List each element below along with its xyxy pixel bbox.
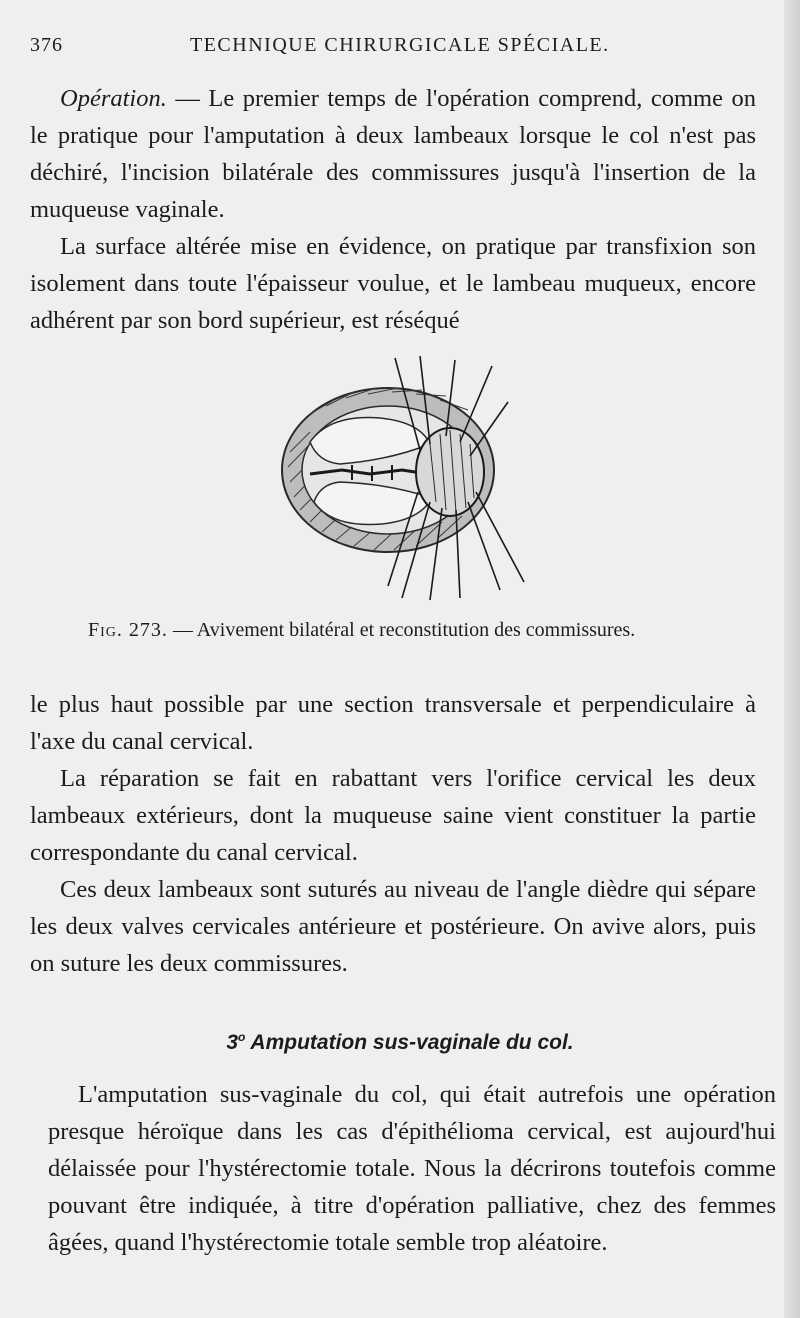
amputation-paragraph: L'amputation sus-vaginale du col, qui était autrefois une opération presque héroïque dans les cas d'épithélioma cervical, est aujourd'hui délaissée pour l'hystérectomie totale. Nous la décrirons toutefois comme pouvant être indiquée, à titre d'opération palliative, chez des femmes âgées, quand l'hystérectomie totale semble trop aléatoire. <box>48 1081 776 1256</box>
operation-lead: Opération. <box>60 85 167 112</box>
running-title: TECHNIQUE CHIRURGICALE SPÉCIALE. <box>190 34 610 56</box>
operation-paragraph <box>30 80 756 228</box>
section-title: Amputation sus-vaginale du col. <box>245 1031 574 1054</box>
section-body-text <box>48 1076 776 1261</box>
figure-caption <box>88 616 768 644</box>
caption-label: Fig. 273. <box>88 619 168 641</box>
caption-text: — Avivement bilatéral et reconstitution des commissures. <box>167 619 636 641</box>
operation-text: — Le premier temps de l'opération comprend, comme on le pratique pour l'amputation à deux lambeaux lorsque le col n'est pas déchiré, l'incision bilatérale des commissures jusqu'à l'insertion de la muqueuse vaginale. <box>30 85 756 223</box>
running-header <box>30 34 770 60</box>
resection-paragraph: La surface altérée mise en évidence, on pratique par transfixion son isolement dans toute l'épaisseur voulue, et le lambeau muqueux, encore adhérent par son bord supérieur, est réséqué <box>30 233 756 334</box>
suture-paragraph: Ces deux lambeaux sont suturés au niveau de l'angle dièdre qui sépare les deux valves cervicales antérieure et postérieure. On avive alors, puis on suture les deux commissures. <box>30 876 756 977</box>
page-number: 376 <box>30 34 63 56</box>
section-number: 3$^o$ <box>226 1030 246 1054</box>
figure-273 <box>270 352 540 602</box>
page-edge-shadow <box>784 0 800 1318</box>
intro-text <box>30 80 756 339</box>
continuation-text <box>30 686 756 982</box>
section-number-suffix: o <box>238 1030 246 1044</box>
section-continuation-paragraph: le plus haut possible par une section transversale et perpendiculaire à l'axe du canal cervical. <box>30 691 756 755</box>
repair-paragraph: La réparation se fait en rabattant vers l'orifice cervical les deux lambeaux extérieurs, dont la muqueuse saine vient constituer la partie correspondante du canal cervical. <box>30 765 756 866</box>
section-heading <box>0 1022 800 1058</box>
surgical-illustration-icon <box>270 352 540 602</box>
